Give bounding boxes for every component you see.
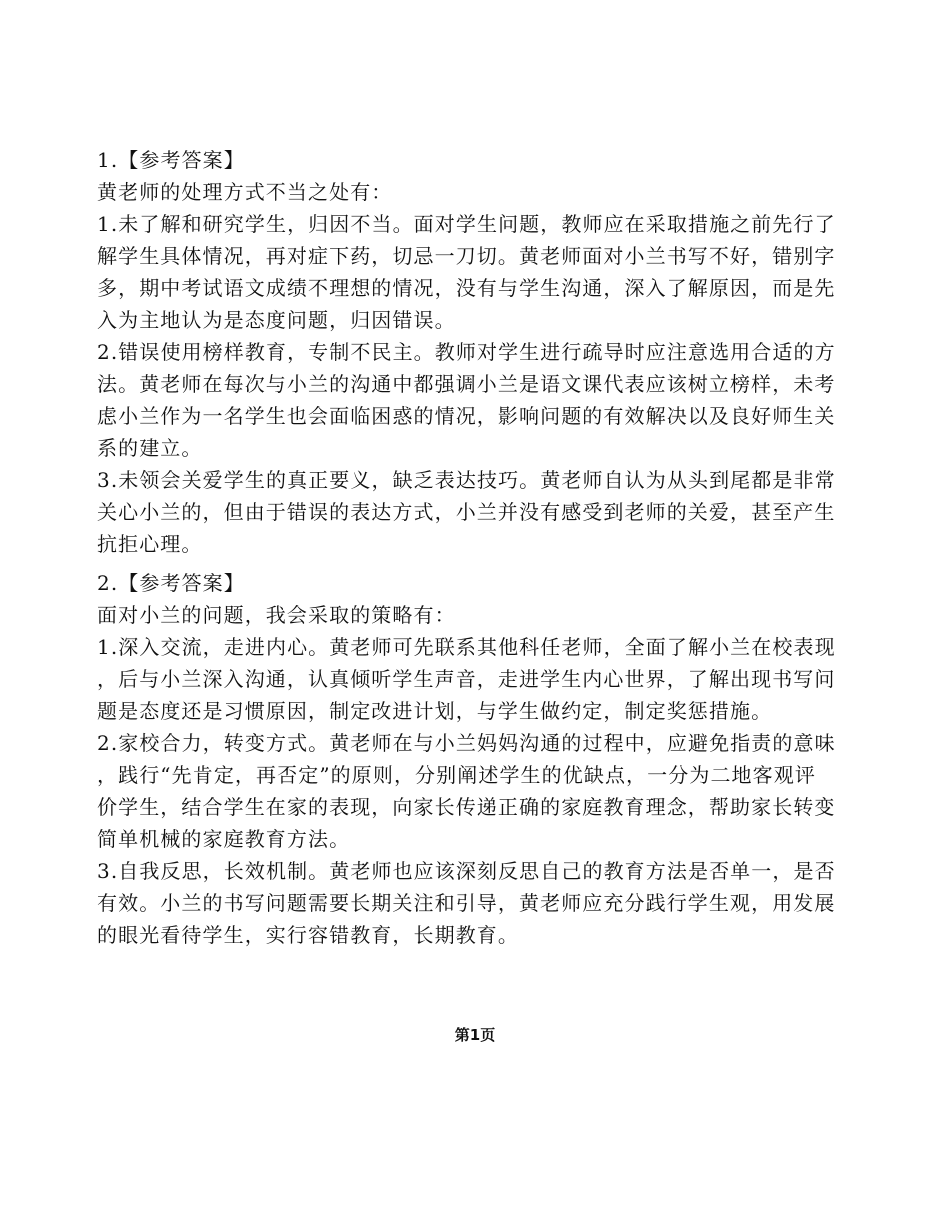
text-line: 简单机械的家庭教育方法。 bbox=[97, 827, 351, 851]
text-line: 3.自我反思，长效机制。黄老师也应该深刻反思自己的教育方法是否单一，是否 bbox=[97, 859, 836, 883]
answer-section-2 bbox=[97, 567, 897, 951]
text-line: 1.深入交流，走进内心。黄老师可先联系其他科任老师，全面了解小兰在校表现 bbox=[97, 635, 836, 659]
text-line: 2.错误使用榜样教育，专制不民主。教师对学生进行疏导时应注意选用合适的方 bbox=[97, 340, 836, 364]
section-heading: 2.【参考答案】 bbox=[97, 571, 245, 595]
text-line: 有效。小兰的书写问题需要长期关注和引导，黄老师应充分践行学生观，用发展 bbox=[97, 891, 836, 915]
text-line: 题是态度还是习惯原因，制定改进计划，与学生做约定，制定奖惩措施。 bbox=[97, 699, 773, 723]
text-line: 入为主地认为是态度问题，归因错误。 bbox=[97, 308, 456, 332]
text-line: 价学生，结合学生在家的表现，向家长传递正确的家庭教育理念，帮助家长转变 bbox=[97, 795, 836, 819]
text-line: 1.未了解和研究学生，归因不当。面对学生问题，教师应在采取措施之前先行了 bbox=[97, 212, 836, 236]
text-line: 3.未领会关爱学生的真正要义，缺乏表达技巧。黄老师自认为从头到尾都是非常 bbox=[97, 468, 836, 492]
text-line: 法。黄老师在每次与小兰的沟通中都强调小兰是语文课代表应该树立榜样，未考 bbox=[97, 372, 836, 396]
text-line: 2.家校合力，转变方式。黄老师在与小兰妈妈沟通的过程中，应避免指责的意味 bbox=[97, 731, 836, 755]
section-body bbox=[97, 176, 897, 560]
section-heading: 1.【参考答案】 bbox=[97, 148, 245, 172]
text-line: 多，期中考试语文成绩不理想的情况，没有与学生沟通，深入了解原因，而是先 bbox=[97, 276, 836, 300]
section-body bbox=[97, 599, 897, 951]
text-line: ，践行“先肯定，再否定”的原则，分别阐述学生的优缺点，一分为二地客观评 bbox=[97, 763, 816, 787]
text-line: ，后与小兰深入沟通，认真倾听学生声音，走进学生内心世界，了解出现书写问 bbox=[97, 667, 836, 691]
text-line: 虑小兰作为一名学生也会面临困惑的情况，影响问题的有效解决以及良好师生关 bbox=[97, 404, 836, 428]
text-line: 关心小兰的，但由于错误的表达方式，小兰并没有感受到老师的关爱，甚至产生 bbox=[97, 500, 836, 524]
text-line: 系的建立。 bbox=[97, 436, 203, 460]
page-number: 第1页 bbox=[454, 1026, 496, 1044]
text-line: 的眼光看待学生，实行容错教育，长期教育。 bbox=[97, 923, 519, 947]
text-line: 面对小兰的问题，我会采取的策略有： bbox=[97, 603, 456, 627]
text-line: 抗拒心理。 bbox=[97, 532, 203, 556]
answer-section-1 bbox=[97, 144, 897, 560]
text-line: 解学生具体情况，再对症下药，切忌一刀切。黄老师面对小兰书写不好，错别字 bbox=[97, 244, 836, 268]
text-line: 黄老师的处理方式不当之处有： bbox=[97, 180, 393, 204]
